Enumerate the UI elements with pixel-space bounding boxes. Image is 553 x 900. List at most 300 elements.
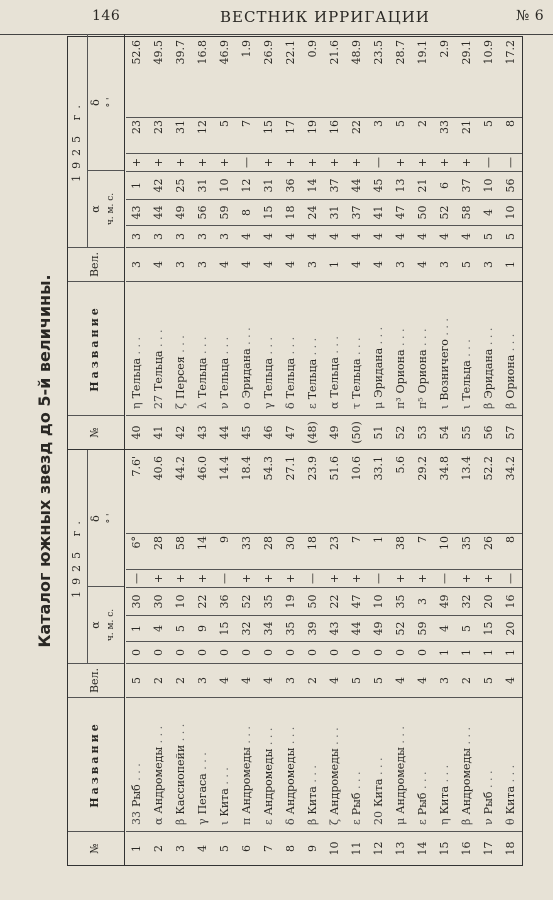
alpha-label: α <box>89 205 102 213</box>
cell-n: 51 <box>368 415 390 449</box>
cell-d: 8 <box>500 533 522 569</box>
star-constellation: Ориона <box>416 349 429 394</box>
cell-d: 7 <box>236 117 258 153</box>
cell-s: 32 <box>456 587 478 615</box>
star-constellation: Тельца <box>152 350 165 391</box>
cell-m: 59 <box>412 615 434 641</box>
cell-dm: 2.9 <box>438 40 451 58</box>
star-designation: α <box>328 401 341 409</box>
star-designation: γ <box>196 818 209 825</box>
table-row <box>258 34 280 449</box>
cell-s: 30 <box>126 587 148 615</box>
cell-name <box>390 281 412 415</box>
cell-s: 47 <box>346 587 368 615</box>
cell-s: 10 <box>368 587 390 615</box>
cell-name <box>302 697 324 831</box>
col-epoch-header <box>68 450 124 663</box>
cell-d: 12 <box>192 117 214 153</box>
cell-sg: + <box>478 569 500 587</box>
cell-m: 44 <box>346 615 368 641</box>
cell-h: 4 <box>412 225 434 247</box>
cell-d: 28 <box>148 533 170 569</box>
cell-d: 5 <box>214 117 236 153</box>
cell-h: 4 <box>236 225 258 247</box>
cell-dm: 40.6 <box>152 456 165 481</box>
cell-n: 49 <box>324 415 346 449</box>
cell-sg: — <box>500 569 522 587</box>
cell-m: 4 <box>478 199 500 225</box>
cell-mag: 4 <box>368 247 390 281</box>
cell-n: 6 <box>236 831 258 865</box>
cell-name <box>346 281 368 415</box>
leader-dots: . . . <box>152 725 165 747</box>
star-designation: μ <box>394 817 407 825</box>
table-row <box>302 450 324 865</box>
cell-h: 0 <box>390 641 412 663</box>
cell-m: 15 <box>258 199 280 225</box>
star-designation: δ <box>284 402 297 409</box>
cell-sg: + <box>148 153 170 171</box>
cell-mag: 4 <box>258 247 280 281</box>
cell-m: 56 <box>192 199 214 225</box>
star-designation: 33 <box>130 811 143 825</box>
star-constellation: Рыб <box>416 792 429 816</box>
cell-d: 5 <box>390 117 412 153</box>
star-constellation: Кита <box>372 778 385 807</box>
cell-n: 14 <box>412 831 434 865</box>
cell-sg: + <box>214 153 236 171</box>
col-name-label: Название <box>88 305 101 392</box>
table-row <box>456 450 478 865</box>
leader-dots: . . . <box>328 336 341 358</box>
cell-h: 4 <box>346 225 368 247</box>
cell-name <box>412 697 434 831</box>
leader-dots: . . . <box>262 727 275 749</box>
star-designation: δ <box>284 818 297 825</box>
leader-dots: . . . <box>240 327 253 349</box>
col-name-header <box>68 697 124 831</box>
cell-d: 6° <box>126 533 148 569</box>
cell-name <box>390 697 412 831</box>
cell-h: 4 <box>324 225 346 247</box>
cell-m: 41 <box>368 199 390 225</box>
cell-dm: 23.9 <box>306 456 319 481</box>
table-row <box>346 34 368 449</box>
cell-n: 46 <box>258 415 280 449</box>
cell-m: 58 <box>456 199 478 225</box>
cell-h: 5 <box>478 225 500 247</box>
star-designation: ε <box>262 819 275 825</box>
cell-mag: 4 <box>214 663 236 697</box>
cell-sg: + <box>170 569 192 587</box>
cell-name <box>236 697 258 831</box>
cell-s: 1 <box>126 171 148 199</box>
cell-h: 3 <box>148 225 170 247</box>
cell-mag: 3 <box>170 247 192 281</box>
cell-dm: 52.2 <box>482 456 495 481</box>
cell-d: 1 <box>368 533 390 569</box>
cell-mag: 4 <box>500 663 522 697</box>
cell-name <box>412 281 434 415</box>
table-row <box>214 450 236 865</box>
star-designation: β <box>504 402 517 409</box>
star-constellation: Тельца <box>284 357 297 399</box>
cell-mag: 5 <box>126 663 148 697</box>
cell-n: 7 <box>258 831 280 865</box>
col-num-label: № <box>88 427 101 438</box>
cell-name <box>170 697 192 831</box>
cell-sg: + <box>192 569 214 587</box>
cell-m: 35 <box>280 615 302 641</box>
cell-h: 1 <box>434 641 456 663</box>
cell-name <box>214 697 236 831</box>
cell-name <box>126 697 148 831</box>
cell-d: 35 <box>456 533 478 569</box>
cell-d: 30 <box>280 533 302 569</box>
cell-sg: + <box>236 569 258 587</box>
cell-mag: 2 <box>456 663 478 697</box>
cell-dm: 10.6 <box>350 456 363 481</box>
cell-s: 35 <box>390 587 412 615</box>
leader-dots: . . . <box>482 327 495 349</box>
cell-mag: 3 <box>390 247 412 281</box>
cell-d: 17 <box>280 117 302 153</box>
cell-n: 54 <box>434 415 456 449</box>
cell-sg: — <box>126 569 148 587</box>
cell-dm: 46.0 <box>196 456 209 481</box>
table-row <box>170 34 192 449</box>
cell-name <box>346 697 368 831</box>
cell-n: 47 <box>280 415 302 449</box>
cell-dm: 33.1 <box>372 456 385 481</box>
col-mag-header <box>68 663 124 697</box>
cell-sg: — <box>368 153 390 171</box>
cell-d: 2 <box>412 117 434 153</box>
star-designation: η <box>130 402 143 409</box>
cell-dm: 34.2 <box>504 456 517 481</box>
cell-m: 47 <box>390 199 412 225</box>
cell-s: 6 <box>434 171 456 199</box>
star-constellation: Кита <box>504 785 517 815</box>
star-designation: γ <box>262 402 275 409</box>
star-constellation: Кассиопейи <box>174 744 187 815</box>
leader-dots: . . . <box>350 771 363 793</box>
cell-d: 33 <box>236 533 258 569</box>
cell-n: 40 <box>126 415 148 449</box>
leader-dots: . . . <box>196 752 209 774</box>
cell-m: 5 <box>456 615 478 641</box>
cell-h: 0 <box>324 641 346 663</box>
col-name-label: Название <box>88 721 101 808</box>
cell-h: 0 <box>126 641 148 663</box>
cell-mag: 1 <box>500 247 522 281</box>
cell-n: 44 <box>214 415 236 449</box>
cell-dm: 51.6 <box>328 456 341 481</box>
cell-n: 43 <box>192 415 214 449</box>
table-row <box>390 34 412 449</box>
leader-dots: . . . <box>218 767 231 789</box>
cell-s: 44 <box>346 171 368 199</box>
cell-m: 39 <box>302 615 324 641</box>
cell-dm: 29.1 <box>460 40 473 65</box>
alpha-units: ч. м. с. <box>106 192 116 226</box>
star-designation: λ <box>196 402 209 409</box>
leader-dots: . . . <box>350 337 363 359</box>
table-row <box>500 34 522 449</box>
cell-name <box>302 281 324 415</box>
cell-sg: + <box>412 569 434 587</box>
cell-n: 8 <box>280 831 302 865</box>
table-row <box>214 34 236 449</box>
table-row <box>192 450 214 865</box>
table-row <box>258 450 280 865</box>
cell-d: 3 <box>368 117 390 153</box>
table-row <box>236 450 258 865</box>
cell-name <box>500 697 522 831</box>
cell-s: 37 <box>456 171 478 199</box>
cell-d: 8 <box>500 117 522 153</box>
cell-name <box>500 281 522 415</box>
cell-dm: 16.8 <box>196 40 209 65</box>
star-constellation: Андромеды <box>262 748 275 816</box>
alpha-units: ч. м. с. <box>106 608 116 642</box>
star-designation: β <box>482 402 495 409</box>
cell-dm: 19.1 <box>416 40 429 65</box>
star-designation: β <box>174 818 187 825</box>
star-constellation: Андромеды <box>460 747 473 815</box>
table-row <box>324 34 346 449</box>
star-constellation: Андромеды <box>240 747 253 814</box>
star-designation: ι <box>460 404 473 409</box>
leader-dots: . . . <box>130 763 143 785</box>
cell-mag: 3 <box>280 663 302 697</box>
cell-h: 1 <box>500 641 522 663</box>
cell-s: 45 <box>368 171 390 199</box>
delta-label: δ <box>89 515 102 522</box>
star-designation: ε <box>306 403 319 409</box>
star-designation: ι <box>218 820 231 825</box>
cell-n: 13 <box>390 831 412 865</box>
cell-name <box>434 697 456 831</box>
cell-name <box>170 281 192 415</box>
cell-dm: 39.7 <box>174 40 187 65</box>
cell-sg: — <box>236 153 258 171</box>
cell-n: 4 <box>192 831 214 865</box>
cell-name <box>456 697 478 831</box>
cell-mag: 3 <box>434 663 456 697</box>
star-designation: ο <box>240 402 253 409</box>
cell-n: (50) <box>346 415 368 449</box>
table-row <box>126 34 148 449</box>
cell-mag: 3 <box>192 663 214 697</box>
star-constellation: Кита <box>218 788 231 817</box>
cell-dm: 22.1 <box>284 40 297 65</box>
cell-sg: + <box>192 153 214 171</box>
cell-sg: + <box>280 569 302 587</box>
cell-d: 38 <box>390 533 412 569</box>
cell-h: 4 <box>456 225 478 247</box>
cell-sg: + <box>456 153 478 171</box>
cell-n: 53 <box>412 415 434 449</box>
cell-mag: 4 <box>236 247 258 281</box>
table-row <box>126 450 148 865</box>
cell-h: 4 <box>258 225 280 247</box>
cell-m: 34 <box>258 615 280 641</box>
star-designation: β <box>460 818 473 825</box>
cell-dm: 34.8 <box>438 456 451 481</box>
star-constellation: Ориона <box>394 349 407 394</box>
cell-m: 52 <box>434 199 456 225</box>
cell-d: 26 <box>478 533 500 569</box>
cell-d: 16 <box>324 117 346 153</box>
cell-mag: 5 <box>456 247 478 281</box>
leader-dots: . . . <box>416 771 429 793</box>
cell-n: 11 <box>346 831 368 865</box>
cell-name <box>192 697 214 831</box>
table-row <box>478 450 500 865</box>
cell-m: 32 <box>236 615 258 641</box>
star-constellation: Тельца <box>262 357 275 399</box>
cell-h: 0 <box>258 641 280 663</box>
star-constellation: Тельца <box>350 358 363 399</box>
leader-dots: . . . <box>504 764 517 786</box>
cell-m: 20 <box>500 615 522 641</box>
star-catalog-table <box>67 36 523 866</box>
cell-n: 12 <box>368 831 390 865</box>
cell-mag: 4 <box>346 247 368 281</box>
cell-sg: + <box>434 153 456 171</box>
table-row <box>236 34 258 449</box>
cell-mag: 2 <box>170 663 192 697</box>
table-row <box>346 450 368 865</box>
star-constellation: Рыб <box>130 784 143 807</box>
cell-m: 5 <box>170 615 192 641</box>
cell-d: 7 <box>346 533 368 569</box>
leader-dots: . . . <box>262 336 275 358</box>
cell-s: 30 <box>148 587 170 615</box>
cell-s: 13 <box>390 171 412 199</box>
cell-h: 0 <box>280 641 302 663</box>
cell-mag: 3 <box>434 247 456 281</box>
cell-dm: 52.6 <box>130 40 143 65</box>
leader-dots: . . . <box>284 336 297 358</box>
cell-m: 50 <box>412 199 434 225</box>
table-row <box>148 450 170 865</box>
cell-n: 5 <box>214 831 236 865</box>
cell-n: 3 <box>170 831 192 865</box>
cell-d: 15 <box>258 117 280 153</box>
cell-name <box>214 281 236 415</box>
star-designation: 27 <box>152 395 165 409</box>
cell-h: 0 <box>346 641 368 663</box>
cell-n: 55 <box>456 415 478 449</box>
cell-s: 31 <box>192 171 214 199</box>
table-row <box>302 34 324 449</box>
cell-s: 56 <box>500 171 522 199</box>
leader-dots: . . . <box>372 757 385 779</box>
col-num-header <box>68 415 124 449</box>
cell-n: 15 <box>434 831 456 865</box>
rotated-table-area <box>25 36 535 886</box>
cell-name <box>324 281 346 415</box>
star-designation: μ <box>372 401 385 409</box>
cell-h: 4 <box>302 225 324 247</box>
cell-name <box>148 697 170 831</box>
cell-m: 24 <box>302 199 324 225</box>
star-constellation: Тельца <box>218 357 231 399</box>
cell-h: 4 <box>434 225 456 247</box>
cell-name <box>478 697 500 831</box>
cell-h: 5 <box>500 225 522 247</box>
leader-dots: . . . <box>306 337 319 359</box>
cell-sg: + <box>324 569 346 587</box>
cell-sg: + <box>126 153 148 171</box>
cell-d: 21 <box>456 117 478 153</box>
cell-name <box>280 697 302 831</box>
epoch-divider <box>87 34 88 247</box>
cell-s: 20 <box>478 587 500 615</box>
star-designation: ζ <box>174 403 187 409</box>
cell-n: 41 <box>148 415 170 449</box>
cell-d: 23 <box>324 533 346 569</box>
star-designation: ε <box>350 819 363 825</box>
cell-m: 49 <box>368 615 390 641</box>
cell-mag: 4 <box>324 663 346 697</box>
cell-mag: 2 <box>148 663 170 697</box>
table-half-right <box>68 34 522 450</box>
cell-mag: 5 <box>346 663 368 697</box>
cell-name <box>258 697 280 831</box>
cell-h: 0 <box>368 641 390 663</box>
cell-h: 4 <box>390 225 412 247</box>
leader-dots: . . . <box>460 726 473 748</box>
cell-s: 22 <box>192 587 214 615</box>
star-designation: 20 <box>372 811 385 825</box>
table-row <box>456 34 478 449</box>
cell-h: 0 <box>236 641 258 663</box>
leader-dots: . . . <box>438 318 451 340</box>
cell-s: 12 <box>236 171 258 199</box>
cell-m: 18 <box>280 199 302 225</box>
col-mag-label: Вел. <box>88 251 101 278</box>
cell-dm: 27.1 <box>284 456 297 481</box>
cell-d: 31 <box>170 117 192 153</box>
leader-dots: . . . <box>240 726 253 748</box>
cell-mag: 4 <box>148 247 170 281</box>
page-number: 146 <box>92 8 121 24</box>
cell-d: 19 <box>302 117 324 153</box>
star-designation: π <box>240 817 253 825</box>
leader-dots: . . . <box>152 329 165 351</box>
table-row <box>500 450 522 865</box>
cell-mag: 4 <box>280 247 302 281</box>
table-row <box>368 450 390 865</box>
cell-dm: 26.9 <box>262 40 275 65</box>
cell-mag: 4 <box>236 663 258 697</box>
cell-s: 10 <box>478 171 500 199</box>
cell-sg: + <box>346 569 368 587</box>
star-designation: β <box>306 818 319 825</box>
cell-sg: + <box>324 153 346 171</box>
cell-dm: 13.4 <box>460 456 473 481</box>
cell-m: 59 <box>214 199 236 225</box>
cell-mag: 4 <box>412 663 434 697</box>
star-designation: α <box>152 817 165 825</box>
cell-dm: 44.2 <box>174 456 187 481</box>
cell-dm: 29.2 <box>416 456 429 481</box>
cell-m: 52 <box>390 615 412 641</box>
cell-d: 22 <box>346 117 368 153</box>
